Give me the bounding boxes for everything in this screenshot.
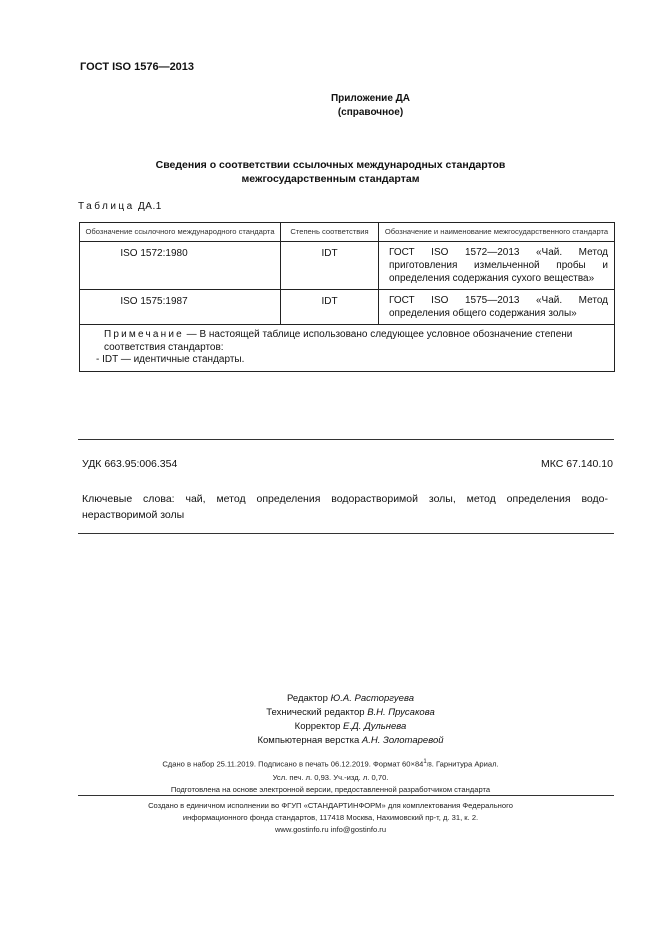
table-label [78, 201, 162, 212]
imprint-line1 [0, 756, 661, 772]
document-code: ГОСТ ISO 1576—2013 [80, 61, 195, 73]
keywords-line1: Ключевые слова: чай, метод определения водорастворимой золы, метод определения водо- [82, 493, 608, 505]
table-note-row [80, 325, 615, 372]
cell-intl-standard: ISO 1572:1980 [80, 242, 281, 290]
note-prefix: Примечание [104, 329, 184, 340]
imprint-line2: Усл. печ. л. 0,93. Уч.-изд. л. 0,70. [272, 772, 389, 782]
table-label-number: ДА.1 [138, 201, 162, 212]
cell-interstate-standard: ГОСТ ISO 1575—2013 «Чай. Метод определения общего содержания золы» [379, 290, 615, 325]
keywords-line2: нерастворимой золы [82, 509, 185, 521]
imprint-block [0, 756, 661, 796]
note-text: — В настоящей таблице использовано следующее условное обозначение степени соответствия стандартов: [104, 329, 573, 353]
publisher-contacts: www.gostinfo.ru info@gostinfo.ru [274, 825, 387, 834]
credit-layout [20, 734, 661, 748]
annex-subtitle: (справочное) [337, 107, 404, 118]
divider-bottom [78, 533, 614, 534]
publisher-line2: информационного фонда стандартов, 117418 Москва, Нахимовский пр-т, д. 31, к. 2. [182, 813, 479, 822]
credit-editor [20, 692, 661, 706]
imprint-line3: Подготовлена на основе электронной версии, предоставленной разработчиком стандарта [170, 784, 491, 794]
section-title-line2: межгосударственным стандартам [241, 173, 420, 185]
column-header-interstate: Обозначение и наименование межгосударственного стандарта [379, 223, 615, 242]
correspondence-table [79, 222, 615, 372]
publisher-line1: Создано в единичном исполнении во ФГУП «СТАНДАРТИНФОРМ» для комплектования Федерального [148, 801, 513, 810]
imprint-line1-a: Сдано в набор 25.11.2019. Подписано в печать 06.12.2019. Формат 60×84 [162, 759, 424, 769]
section-title-line1: Сведения о соответствии ссылочных международных стандартов [155, 159, 506, 171]
note-item: - IDT — идентичные стандарты. [96, 354, 245, 365]
credit-layout-label: Компьютерная верстка [257, 735, 360, 746]
column-header-intl: Обозначение ссылочного международного стандарта [80, 223, 281, 242]
udk-code: УДК 663.95:006.354 [82, 458, 178, 470]
credit-tech-editor-label: Технический редактор [266, 707, 365, 718]
keywords [82, 491, 608, 523]
credit-layout-name: А.Н. Золотаревой [361, 735, 444, 746]
publisher-block [0, 800, 661, 836]
cell-degree: IDT [281, 290, 379, 325]
credit-editor-name: Ю.А. Расторгуева [330, 693, 414, 704]
credits-block [20, 692, 661, 748]
cell-interstate-standard: ГОСТ ISO 1572—2013 «Чай. Метод приготовления измельченной пробы и определения содержания сухого вещества» [379, 242, 615, 290]
section-title [0, 158, 661, 186]
imprint-fraction-num: 1 [423, 759, 427, 765]
credit-tech-editor-name: В.Н. Прусакова [367, 707, 435, 718]
annex-title: Приложение ДА [330, 93, 411, 104]
credit-corrector [20, 720, 661, 734]
table-note [80, 325, 615, 372]
imprint-line1-b: . Гарнитура Ариал. [431, 759, 499, 769]
credit-tech-editor [20, 706, 661, 720]
table-header-row [80, 223, 615, 242]
credit-editor-label: Редактор [286, 693, 328, 704]
credit-corrector-label: Корректор [294, 721, 341, 732]
divider-imprint [78, 795, 614, 796]
credit-corrector-name: Е.Д. Дульнева [343, 721, 407, 732]
table-row [80, 242, 615, 290]
column-header-degree: Степень соответствия [281, 223, 379, 242]
mks-code: МКС 67.140.10 [541, 458, 613, 470]
table-row [80, 290, 615, 325]
cell-intl-standard: ISO 1575:1987 [80, 290, 281, 325]
divider-top [78, 439, 614, 440]
table-label-prefix: Таблица [78, 201, 135, 212]
annex-heading [40, 92, 661, 120]
imprint-fraction-den: /8 [426, 762, 432, 769]
cell-degree: IDT [281, 242, 379, 290]
